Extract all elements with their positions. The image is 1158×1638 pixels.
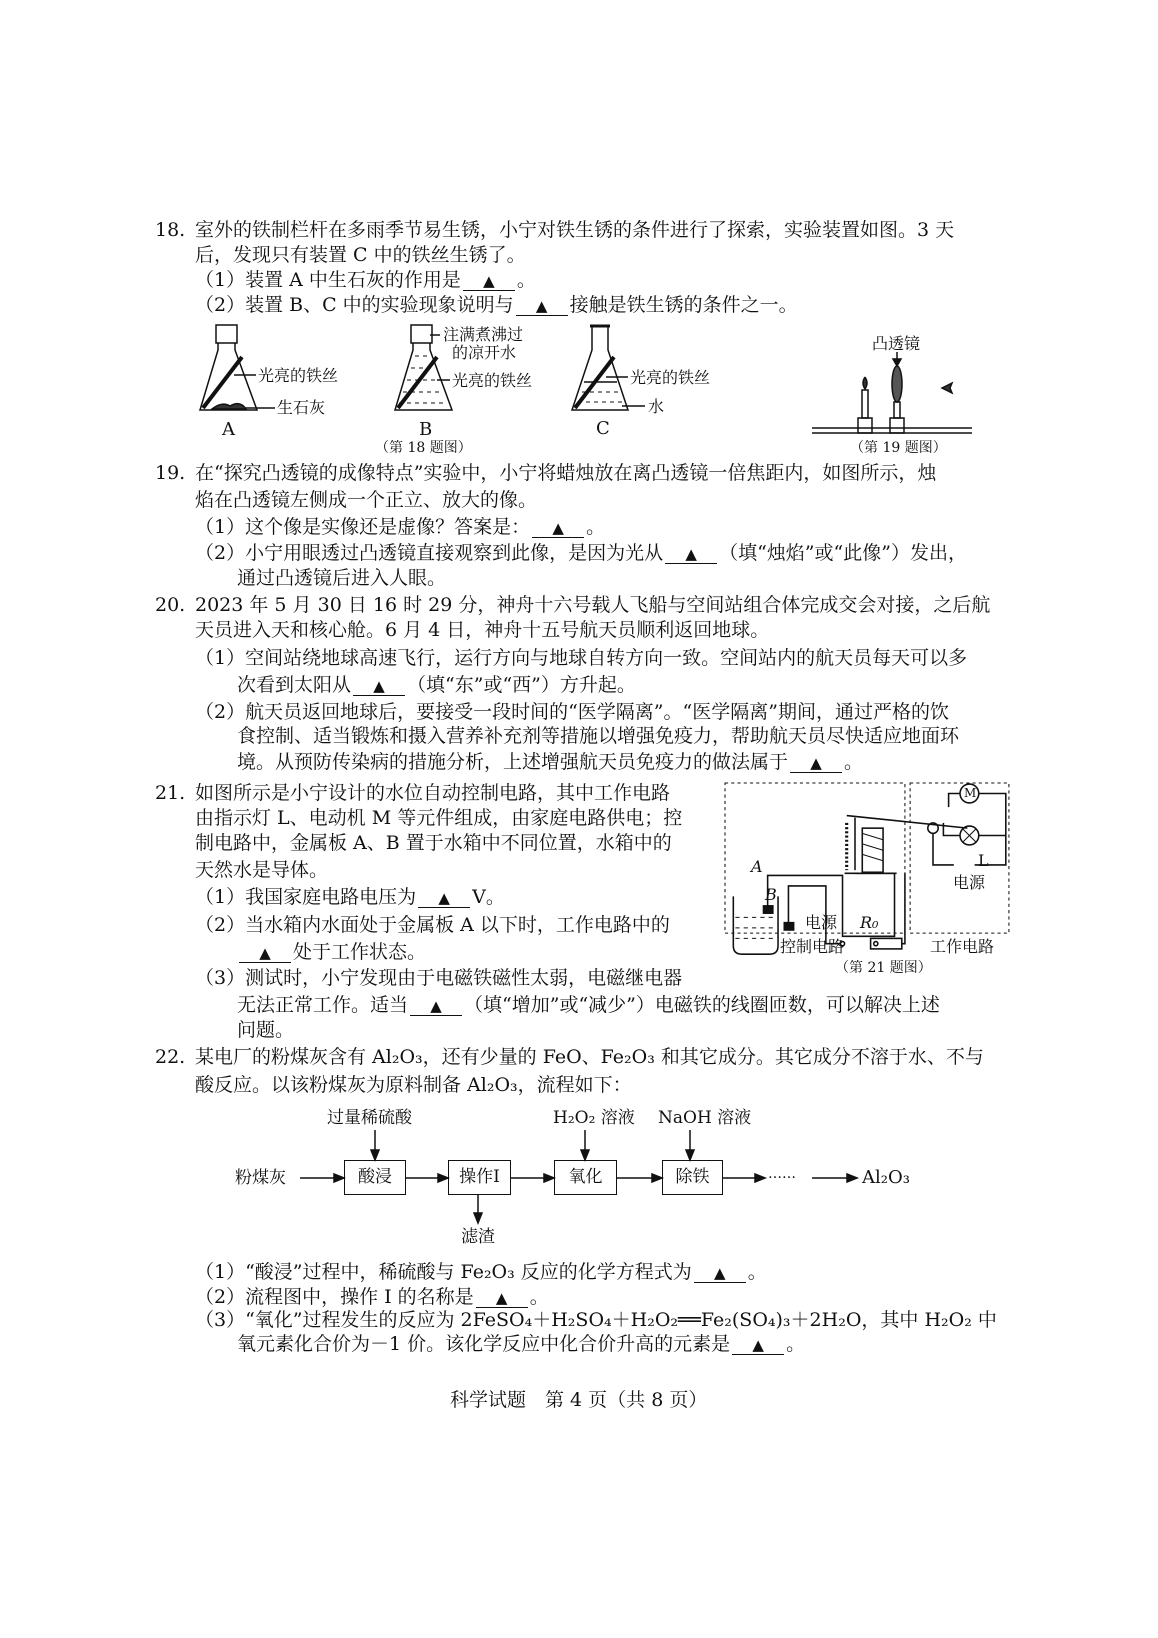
flow-step-oxidize: 氧化 [554, 1160, 617, 1195]
q22-sub2-end: 。 [529, 1286, 549, 1308]
label-work-circuit: 工作电路 [930, 937, 995, 956]
label-lime: 生石灰 [277, 398, 326, 417]
answer-blank[interactable]: ▲ [516, 297, 568, 316]
answer-blank[interactable]: ▲ [665, 545, 717, 564]
q20-sub2: （2）航天员返回地球后，要接受一段时间的“医学隔离”。“医学隔离”期间，通过严格的饮 [195, 701, 949, 723]
label-water: 水 [648, 397, 665, 416]
label-plate-a: A [751, 857, 763, 876]
q18-stem-line1: 室外的铁制栏杆在多雨季节易生锈，小宁对铁生锈的条件进行了探索，实验装置如图。3 天 [195, 219, 955, 241]
q21-sub2: （2）当水箱内水面处于金属板 A 以下时，工作电路中的 [195, 914, 670, 936]
label-boiled-water-1: 注满煮沸过 [443, 325, 524, 344]
q22-sub3-cont [237, 1333, 805, 1355]
q21-sub1-text: （1）我国家庭电路电压为 [195, 886, 417, 908]
q22-sub3: （3）“氧化”过程发生的反应为 2FeSO₄＋H₂SO₄＋H₂O₂══Fe₂(SO₄)₃＋2H₂O，其中 H₂O₂ 中 [195, 1309, 997, 1331]
label-flask-b: B [419, 419, 433, 440]
q21-sub3-cont2: 问题。 [237, 1019, 295, 1041]
q19-sub1 [195, 516, 605, 538]
fig21-caption: （第 21 题图） [835, 960, 932, 976]
q19-sub2-cont: 通过凸透镜后进入人眼。 [237, 567, 447, 589]
q21-sub3-text: 无法正常工作。适当 [237, 994, 409, 1016]
q19-sub2-end: （填“烛焰”或“此像”）发出， [719, 542, 967, 564]
q20-sub1-end: （填“东”或“西”）方升起。 [407, 674, 636, 696]
answer-blank[interactable]: ▲ [532, 519, 584, 538]
q19-sub1-text: （1）这个像是实像还是虚像？答案是： [195, 516, 531, 538]
q21-sub2-cont [237, 941, 426, 963]
q18-stem-line2: 后，发现只有装置 C 中的铁丝生锈了。 [195, 244, 526, 266]
q18-sub2-end: 接触是铁生锈的条件之一。 [569, 294, 798, 316]
q22-number: 22. [155, 1046, 186, 1068]
q18-sub1 [195, 269, 536, 291]
label-wire-c: 光亮的铁丝 [630, 368, 711, 387]
q21-stem-line4: 天然水是导体。 [195, 859, 329, 881]
label-r0: R₀ [860, 913, 879, 932]
q19-number: 19. [155, 462, 186, 484]
q18-sub2-text: （2）装置 B、C 中的实验现象说明与 [195, 294, 514, 316]
q22-sub1 [195, 1261, 767, 1283]
q22-sub3-end: 。 [786, 1333, 806, 1355]
label-convex-lens: 凸透镜 [872, 334, 921, 353]
label-lamp: L [978, 851, 989, 870]
q21-stem-line2: 由指示灯 L、电动机 M 等元件组成，由家庭电路供电；控 [195, 807, 683, 829]
q21-sub3-end: （填“增加”或“减少”）电磁铁的线圈匝数，可以解决上述 [464, 994, 940, 1016]
q22-sub1-end: 。 [747, 1261, 767, 1283]
q19-sub2-text: （2）小宁用眼透过凸透镜直接观察到此像，是因为光从 [195, 542, 664, 564]
q21-stem-line3: 制电路中，金属板 A、B 置于水箱中不同位置，水箱中的 [195, 832, 672, 854]
flow-label-naoh: NaOH 溶液 [658, 1108, 752, 1128]
q22-sub2-text: （2）流程图中，操作 I 的名称是 [195, 1286, 474, 1308]
q20-sub1-cont [237, 674, 636, 696]
q21-stem-line1: 如图所示是小宁设计的水位自动控制电路，其中工作电路 [195, 782, 671, 804]
q20-number: 20. [155, 594, 186, 616]
label-plate-b: B [765, 885, 777, 904]
answer-blank[interactable]: ▲ [732, 1336, 784, 1355]
q18-sub1-end: 。 [516, 269, 536, 291]
answer-blank[interactable]: ▲ [418, 889, 470, 908]
fig18-caption: （第 18 题图） [375, 440, 472, 456]
label-boiled-water-2: 的凉开水 [452, 343, 517, 362]
flow-label-h2o2: H₂O₂ 溶液 [553, 1108, 635, 1128]
q21-sub1-end: V。 [472, 886, 505, 908]
flow-step-remove-iron: 除铁 [662, 1160, 723, 1195]
q21-sub2-end: 处于工作状态。 [293, 941, 427, 963]
q22-stem-line1: 某电厂的粉煤灰含有 Al₂O₃，还有少量的 FeO、Fe₂O₃ 和其它成分。其它成分不溶于水、不与 [195, 1046, 984, 1068]
q19-stem-line1: 在“探究凸透镜的成像特点”实验中，小宁将蜡烛放在离凸透镜一倍焦距内，如图所示，烛 [195, 462, 937, 484]
answer-blank[interactable]: ▲ [463, 272, 515, 291]
flow-input: 粉煤灰 [235, 1168, 286, 1188]
q21-sub3-cont [237, 994, 940, 1016]
flow-residue: 滤渣 [461, 1227, 495, 1247]
q20-sub1-text: 次看到太阳从 [237, 674, 352, 696]
q20-sub2-end: 。 [844, 751, 864, 773]
q19-sub1-end: 。 [586, 516, 606, 538]
q18-number: 18. [155, 219, 186, 241]
answer-blank[interactable]: ▲ [694, 1264, 746, 1283]
answer-blank[interactable]: ▲ [790, 754, 842, 773]
q18-sub2 [195, 294, 798, 316]
label-control-circuit: 控制电路 [780, 937, 845, 956]
q19-sub2 [195, 542, 967, 564]
q21-sub1 [195, 886, 505, 908]
q20-stem-line2: 天员进入天和核心舱。6 月 4 日，神舟十五号航天员顺利返回地球。 [195, 619, 770, 641]
answer-blank[interactable]: ▲ [353, 677, 405, 696]
q21-sub3: （3）测试时，小宁发现由于电磁铁磁性太弱，电磁继电器 [195, 967, 683, 989]
q22-stem-line2: 酸反应。以该粉煤灰为原料制备 Al₂O₃，流程如下： [195, 1074, 632, 1096]
q20-stem-line1: 2023 年 5 月 30 日 16 时 29 分，神舟十六号载人飞船与空间站组合体完成交会对接，之后航 [195, 594, 991, 616]
answer-blank[interactable]: ▲ [476, 1289, 528, 1308]
flow-output: Al₂O₃ [862, 1167, 910, 1188]
label-work-power: 电源 [953, 873, 986, 892]
label-motor: M [964, 786, 977, 800]
flow-step-acid-leach: 酸浸 [344, 1160, 406, 1195]
q20-sub1: （1）空间站绕地球高速飞行，运行方向与地球自转方向一致。空间站内的航天员每天可以多 [195, 647, 968, 669]
label-control-power: 电源 [805, 913, 838, 932]
q20-sub2-cont2 [237, 751, 863, 773]
label-flask-c: C [596, 418, 610, 439]
q22-sub2 [195, 1286, 549, 1308]
q20-sub2-cont: 食控制、适当锻炼和摄入营养补充剂等措施以增强免疫力，帮助航天员尽快适应地面环 [237, 725, 960, 747]
page-footer: 科学试题 第 4 页（共 8 页） [450, 1389, 708, 1411]
q22-sub1-text: （1）“酸浸”过程中，稀硫酸与 Fe₂O₃ 反应的化学方程式为 [195, 1261, 692, 1283]
flow-ellipsis: …… [768, 1166, 796, 1182]
q18-sub1-text: （1）装置 A 中生石灰的作用是 [195, 269, 461, 291]
q22-sub3-text: 氧元素化合价为－1 价。该化学反应中化合价升高的元素是 [237, 1333, 731, 1355]
flow-step-operation-1: 操作I [448, 1160, 511, 1195]
fig19-caption: （第 19 题图） [850, 440, 947, 456]
answer-blank[interactable]: ▲ [239, 944, 291, 963]
label-wire-a: 光亮的铁丝 [258, 366, 339, 385]
lens-setup-drawing [812, 352, 972, 433]
label-flask-a: A [222, 419, 235, 440]
q20-sub2-text: 境。从预防传染病的措施分析，上述增强航天员免疫力的做法属于 [237, 751, 789, 773]
q21-number: 21. [155, 782, 186, 804]
q19-stem-line2: 焰在凸透镜左侧成一个正立、放大的像。 [195, 489, 538, 511]
flow-label-acid: 过量稀硫酸 [327, 1108, 412, 1128]
label-wire-b: 光亮的铁丝 [452, 371, 533, 390]
answer-blank[interactable]: ▲ [410, 997, 462, 1016]
